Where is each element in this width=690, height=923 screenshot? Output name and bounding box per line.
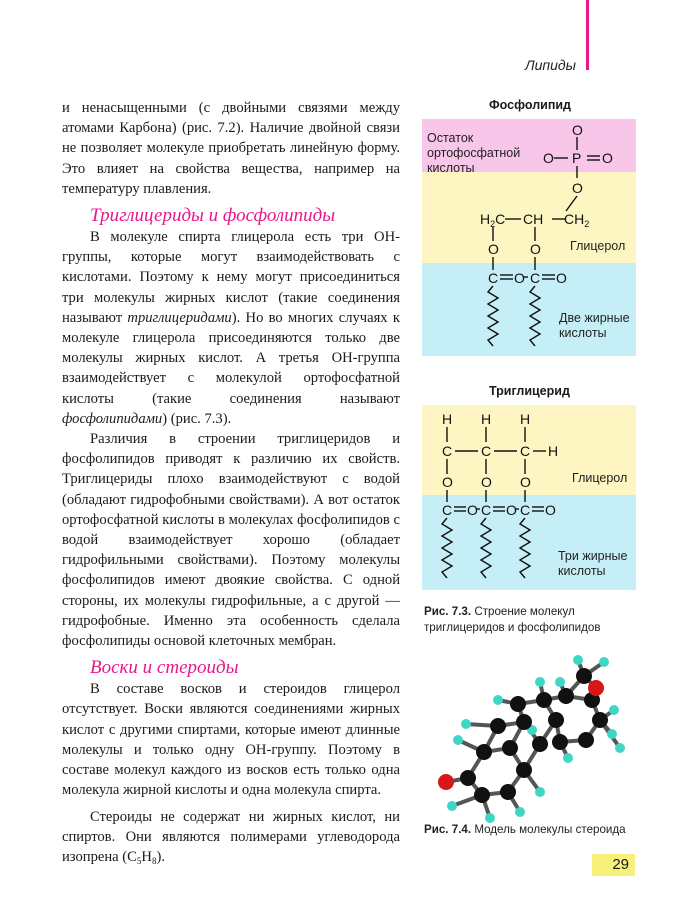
caption-7-3-text: Строение молекул триглицеридов и фосфолипидов bbox=[424, 605, 601, 634]
atom-c-ester-1: C bbox=[442, 502, 453, 518]
subscript-5: 5 bbox=[136, 855, 142, 866]
atom-o-dbl-2: O bbox=[506, 502, 517, 518]
label-two-fatty-acids: Две жирные кислоты bbox=[559, 311, 630, 340]
formula-h: H bbox=[141, 848, 152, 865]
paragraph-3: Различия в строении триглицеридов и фосфолипидов приводят к различию их свойств. Триглицериды плохо взаимодействуют с водой (обладают гидрофобными свойствами). А вот остаток ортофосфатной кислоты в молекулах фосфолипидов с водой взаимодействует хорошо (обладает гидрофильными свойствами). Поэтому молекулы фосфолипидов имеют двоякие свойства. С одной стороны, их молекулы гидрофильные, а с другой — гидрофобные. Именно эта особенность сделала фосфолипиды основой клеточных мембран. bbox=[62, 431, 400, 650]
carbon-atom bbox=[500, 784, 516, 800]
atom-o-carbonyl-1: O bbox=[514, 270, 525, 286]
atom-o-top: O bbox=[572, 122, 583, 138]
atom-p: P bbox=[572, 150, 582, 166]
atom-o-ester-2: O bbox=[530, 241, 541, 257]
atom-ch2: $CH_2$ bbox=[564, 211, 590, 229]
atom-o-dbl-1: O bbox=[467, 502, 478, 518]
hydrogen-atom bbox=[535, 787, 545, 797]
atom-h-1: H bbox=[442, 411, 453, 427]
label-glycerol-phospholipid: Глицерол bbox=[570, 239, 626, 253]
carbon-atom bbox=[502, 740, 518, 756]
carbon-atom bbox=[516, 714, 532, 730]
hydrogen-atom bbox=[609, 705, 619, 715]
carbon-atom bbox=[552, 734, 568, 750]
hydrogen-atom bbox=[447, 801, 457, 811]
paragraph-5-text: Стероиды не содержат ни жирных кислот, ни спиртов. Они являются полимерами углеводорода изопрена (C bbox=[62, 808, 400, 865]
hydrogen-atom bbox=[555, 677, 565, 687]
subscript-8: 8 bbox=[151, 855, 157, 866]
phospholipid-title: Фосфолипид bbox=[489, 98, 571, 112]
formula-close: ). bbox=[156, 848, 165, 865]
atom-c-2: C bbox=[530, 270, 541, 286]
label-three-fatty-acids: Три жирные кислоты bbox=[558, 549, 628, 578]
paragraph-2-text-a: В молекуле спирта глицерола есть три ОН-группы, которые могут взаимодействовать с кислотами. Поэтому к нему могут присоединиться три молекулы жирных кислот (такие соединения называют bbox=[62, 229, 400, 326]
hydrogen-atom bbox=[573, 655, 583, 665]
oxygen-atom bbox=[438, 774, 454, 790]
model-atoms bbox=[438, 655, 625, 823]
atom-h-2: H bbox=[481, 411, 492, 427]
hydrogen-atom bbox=[535, 677, 545, 687]
paragraph-4: В составе восков и стероидов глицерол отсутствует. Воски являются соединениями жирных кислот с другими спиртами, которые имеют длинные молекулы и только одну ОН-группу. Поэтому в составе молекул каждого из восков есть только одна молекула жирной кислоты и одна молекула спирта. bbox=[62, 681, 400, 799]
atom-o-tg-2: O bbox=[481, 474, 492, 490]
caption-7-4-text: Модель молекулы стероида bbox=[471, 823, 626, 836]
atom-c-tg-1: C bbox=[442, 443, 453, 459]
oxygen-atom bbox=[588, 680, 604, 696]
carbon-atom bbox=[474, 787, 490, 803]
hydrogen-atom bbox=[515, 807, 525, 817]
label-glycerol-triglyceride: Глицерол bbox=[572, 471, 628, 485]
hydrogen-atom bbox=[461, 719, 471, 729]
carbon-atom bbox=[476, 744, 492, 760]
atom-o-bridge: O bbox=[572, 180, 583, 196]
carbon-atom bbox=[510, 696, 526, 712]
triglyceride-title: Триглицерид bbox=[489, 384, 570, 398]
caption-fig-7-4 bbox=[424, 822, 626, 838]
caption-7-4-number: Рис. 7.4. bbox=[424, 823, 472, 836]
caption-7-3-number: Рис. 7.3. bbox=[424, 605, 472, 618]
paragraph-2-text-c: ) (рис. 7.3). bbox=[162, 410, 232, 427]
hydrogen-atom bbox=[599, 657, 609, 667]
atom-o-tg-1: O bbox=[442, 474, 453, 490]
page-number: 29 bbox=[592, 854, 635, 876]
atom-o-right: O bbox=[602, 150, 613, 166]
hydrogen-atom bbox=[615, 743, 625, 753]
carbon-atom bbox=[460, 770, 476, 786]
carbon-atom bbox=[548, 712, 564, 728]
term-phospholipids: фосфолипидами bbox=[62, 410, 163, 427]
carbon-atom bbox=[536, 692, 552, 708]
hydrogen-atom bbox=[607, 729, 617, 739]
atom-h-4: H bbox=[548, 443, 559, 459]
atom-c-ester-3: C bbox=[520, 502, 531, 518]
paragraph-2-text-b: ). Но во многих случаях к молекуле глицерола присоединяются только две молекулы жирных кислот. А третья ОН-группа взаимодействует с молекулой ортофосфатной кислоты (такие соединения называют bbox=[62, 309, 400, 407]
carbon-atom bbox=[532, 736, 548, 752]
atom-o-ester-1: O bbox=[488, 241, 499, 257]
carbon-atom bbox=[558, 688, 574, 704]
atom-c-1: C bbox=[488, 270, 499, 286]
hydrogen-atom bbox=[563, 753, 573, 763]
carbon-atom bbox=[578, 732, 594, 748]
label-phosphate-residue: Остаток ортофосфатной кислоты bbox=[427, 131, 521, 175]
atom-h-3: H bbox=[520, 411, 531, 427]
carbon-atom bbox=[516, 762, 532, 778]
atom-o-tg-3: O bbox=[520, 474, 531, 490]
heading-waxes-steroids: Воски и стероиды bbox=[90, 657, 239, 679]
atom-h2c: $H_2C$ bbox=[480, 211, 506, 229]
atom-ch: CH bbox=[523, 211, 544, 227]
paragraph-1: и ненасыщенными (с двойными связями между атомами Карбона) (рис. 7.2). Наличие двойной связи не позволяет молекуле приобретать линейную форму. Это влияет на свойства вещества, например на температуру плавления. bbox=[62, 100, 400, 197]
atom-o-dbl-3: O bbox=[545, 502, 556, 518]
atom-c-ester-2: C bbox=[481, 502, 492, 518]
atom-c-tg-3: C bbox=[520, 443, 531, 459]
hydrogen-atom bbox=[493, 695, 503, 705]
term-triglycerides: триглицеридами bbox=[127, 309, 232, 326]
carbon-atom bbox=[490, 718, 506, 734]
carbon-atom bbox=[592, 712, 608, 728]
carbon-atom bbox=[576, 668, 592, 684]
atom-o-carbonyl-2: O bbox=[556, 270, 567, 286]
atom-c-tg-2: C bbox=[481, 443, 492, 459]
atom-o-left: O bbox=[543, 150, 554, 166]
heading-triglycerides: Триглицериды и фосфолипиды bbox=[90, 205, 336, 227]
running-head: Липиды bbox=[525, 57, 576, 73]
hydrogen-atom bbox=[453, 735, 463, 745]
